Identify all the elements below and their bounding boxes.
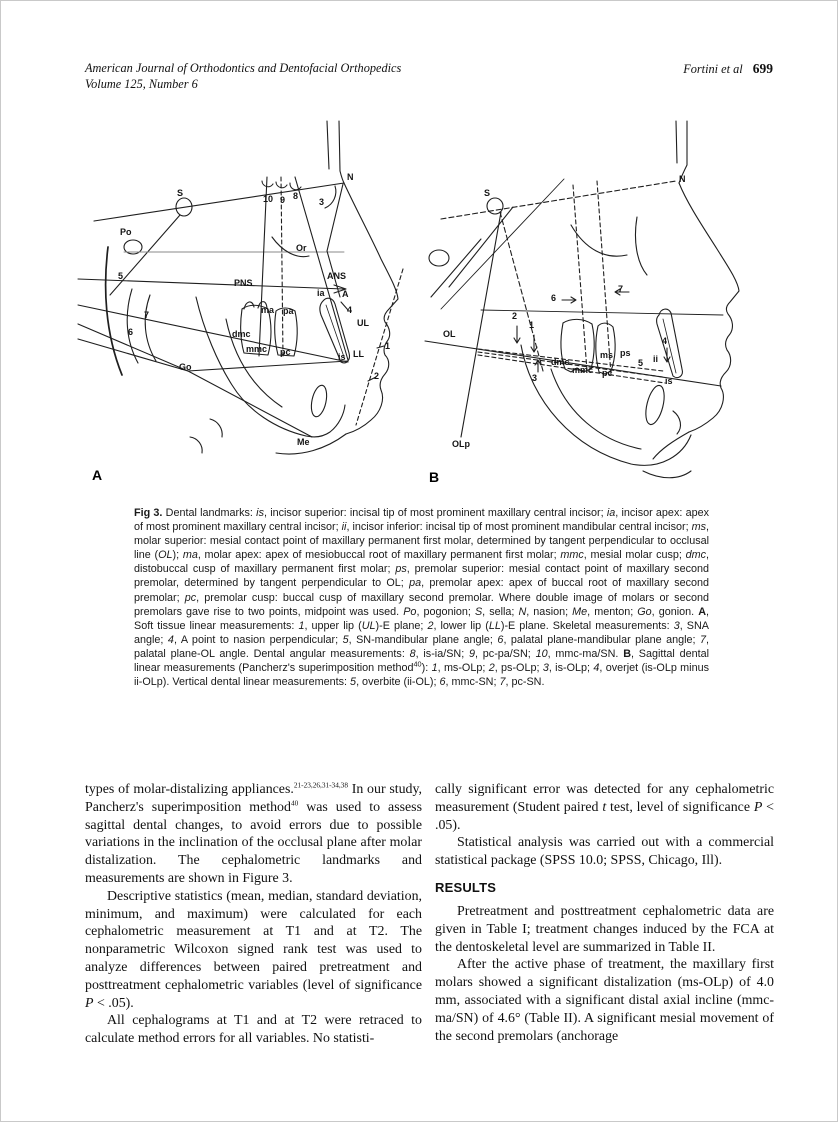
paragraph [85, 1012, 422, 1048]
landmark-label-ma: ma [261, 305, 275, 315]
text-segment: , pc-pa/SN; [475, 647, 536, 660]
text-segment: , incisor superior: incisal tip of most prominent maxillary central incisor; [263, 507, 607, 519]
text-segment: , ps-OLp; [494, 662, 543, 675]
text-segment: 6 [497, 633, 504, 646]
text-segment: In our study, Pancherz's superimposition method [85, 782, 422, 815]
landmark-label-go: Go [179, 362, 192, 372]
text-segment: ma [182, 549, 198, 562]
text-segment: 5 [342, 633, 349, 646]
paragraph [435, 781, 774, 834]
landmark-label-ms: ms [600, 350, 614, 360]
text-segment: Pretreatment and posttreatment cephalometric data are given in Table I; treatment changes induced by the FCA at the dentoskeletal level are summarized in Table II. [435, 903, 774, 955]
text-segment: 5 [350, 676, 357, 689]
landmark-label-ii: ii [653, 354, 659, 364]
landmark-label-4: 4 [662, 336, 668, 346]
text-segment: test, level of significance [606, 799, 754, 815]
text-segment: , overjet (is-OLp minus ii-OLp). Vertical dental linear measurements: [134, 662, 709, 689]
text-segment: , palatal plane-OL angle. Dental angular measurements: [134, 633, 710, 660]
text-segment: 2 [488, 662, 495, 675]
text-segment: , sella; [482, 605, 519, 618]
text-segment: , palatal plane-mandibular plane angle; [503, 633, 700, 646]
text-segment: , SNA angle; [134, 619, 710, 646]
landmark-label-2: 2 [512, 311, 518, 321]
landmark-label-7: 7 [144, 310, 150, 320]
text-segment: 40 [290, 798, 299, 808]
landmark-label-3: 3 [319, 197, 325, 207]
landmark-label-9: 9 [280, 195, 286, 205]
landmark-label-n: N [679, 174, 686, 184]
text-segment: mmc [560, 549, 584, 562]
text-segment: 7 [700, 633, 707, 646]
landmark-label-olp: OLp [452, 439, 470, 449]
text-segment: , is-OLp; [548, 662, 594, 675]
text-segment: P [753, 799, 763, 815]
text-segment: 10 [535, 647, 548, 660]
text-segment: OL [158, 549, 173, 562]
landmark-label-ul: UL [357, 318, 369, 328]
text-segment: , menton; [587, 605, 638, 618]
landmark-label-7: 7 [618, 284, 624, 294]
figure-3-panel-b [421, 119, 766, 493]
panel-a-letter: A [92, 467, 103, 483]
landmark-label-po: Po [120, 227, 132, 237]
text-segment: , premolar cusp: buccal cusp of maxillary second premolar. Where double image of molars or second premolars gave rise to two points, midpoint was used. [134, 591, 709, 618]
text-segment: After the active phase of treatment, the maxillary first molars showed a significant distalization (ms-OLp) of 4.0 mm, associated with a significant distal axial incline (mmc-ma/SN) of 4.6° (Table II). A significant mesial movement of the second premolars (anchorage [435, 957, 774, 1044]
text-segment: LL [488, 619, 501, 632]
text-segment: , gonion. [651, 605, 699, 618]
landmark-label-10: 10 [263, 194, 274, 204]
landmark-label-1: 1 [529, 320, 535, 330]
text-segment: , molar superior: mesial contact point of maxillary permanent first molar, determined by tangent perpendicular to occlusal line ( [134, 521, 709, 562]
landmark-label-pa: pa [283, 306, 294, 316]
landmark-label-pns: PNS [234, 278, 253, 288]
landmark-label-s: S [177, 188, 184, 198]
landmark-label-me: Me [297, 437, 310, 447]
text-segment: , mesial molar cusp; [583, 549, 686, 562]
figure-3 [76, 119, 768, 495]
cephalometric-tracing-a-drawing [76, 119, 411, 493]
text-segment: , molar apex: apex of mesiobuccal root of maxillary permanent first molar; [197, 549, 561, 562]
text-segment: , nasion; [526, 605, 573, 618]
text-segment: , incisor apex: apex of most prominent maxillary central incisor; [134, 507, 709, 534]
text-segment: pc [184, 591, 197, 604]
text-segment: , SN-mandibular plane angle; [348, 633, 498, 646]
paragraph [85, 888, 422, 1013]
text-segment: was used to assess sagittal dental changes, to avoid errors due to possible variations in the inclination of the occlusal plane after molar distalization. The cephalometric landmarks and measurements are shown in Figure 3. [85, 799, 422, 886]
landmark-label-dmc: dmc [232, 329, 251, 339]
text-segment: types of molar-distalizing appliances. [85, 782, 294, 797]
text-segment: , Sagittal dental linear measurements (Pancherz's superimposition method [134, 647, 710, 675]
landmark-label-4: 4 [347, 305, 353, 315]
section-heading-results: RESULTS [435, 879, 497, 895]
figure-3-caption [134, 506, 709, 689]
text-segment: , Soft tissue linear measurements: [134, 605, 709, 632]
text-segment: ps [395, 563, 407, 576]
landmark-label-is: is [665, 376, 673, 386]
text-segment: 2 [427, 619, 434, 632]
text-segment: B [623, 647, 631, 660]
text-segment: Statistical analysis was carried out with a commercial statistical package (SPSS 10.0; SPSS, Chicago, Ill). [435, 835, 774, 869]
text-segment: )-E plane. Skeletal measurements: [500, 619, 674, 632]
landmark-label-dmc: dmc [551, 357, 570, 367]
text-segment: 7 [499, 676, 506, 689]
text-segment: Dental landmarks: [162, 507, 257, 519]
paragraph [435, 956, 774, 1045]
text-segment: , distobuccal cusp of maxillary permanent first molar; [134, 549, 709, 576]
landmark-label-is: is [338, 352, 346, 362]
text-segment: All cephalograms at T1 and at T2 were retraced to calculate method errors for all variables. No statisti- [85, 1013, 422, 1047]
landmark-label-6: 6 [551, 293, 557, 303]
text-segment: 3 [673, 619, 680, 632]
journal-volume: Volume 125, Number 6 [85, 76, 198, 91]
text-segment: 1 [298, 619, 305, 632]
landmark-label-n: N [347, 172, 354, 182]
text-segment: is [256, 507, 264, 519]
text-segment: ia [606, 507, 616, 519]
landmark-label-or: Or [296, 243, 307, 253]
text-segment: 6 [439, 676, 446, 689]
text-segment: , pc-SN. [505, 676, 545, 689]
text-segment: cally significant error was detected for any cephalometric measurement (Student paired [435, 782, 774, 815]
text-segment: , pogonion; [416, 605, 475, 618]
text-segment: , overbite (ii-OL); [356, 676, 440, 689]
landmark-label-mmc: mmc [572, 365, 594, 375]
text-segment: 9 [469, 647, 476, 660]
landmark-label-ll: LL [353, 349, 364, 359]
landmark-label-ol: OL [443, 329, 456, 339]
text-segment: 4 [593, 662, 600, 675]
text-segment: UL [361, 619, 376, 632]
text-segment: 8 [409, 647, 416, 660]
text-segment: Fig 3. [134, 507, 163, 519]
text-segment: A [698, 605, 706, 618]
text-segment: 21-23,26,31-34,38 [293, 780, 348, 790]
body-column-left [85, 781, 422, 1048]
paragraph [85, 781, 422, 888]
text-segment: 40 [413, 659, 422, 669]
paragraph [435, 834, 774, 870]
text-segment: Go [637, 605, 652, 618]
text-segment: dmc [685, 549, 706, 562]
text-segment: , lower lip ( [433, 619, 489, 632]
text-segment: 4 [167, 633, 174, 646]
text-segment: N [518, 605, 527, 618]
text-segment: < .05). [93, 995, 134, 1011]
text-segment: , mmc-ma/SN. [547, 647, 624, 660]
landmark-label-s: S [484, 188, 491, 198]
text-segment: P [85, 995, 94, 1011]
landmark-label-5: 5 [118, 271, 124, 281]
text-segment: , is-ia/SN; [415, 647, 469, 660]
text-segment: , premolar apex: apex of buccal root of maxillary second premolar; [134, 577, 710, 604]
landmark-label-mmc: mmc [246, 344, 268, 354]
text-segment: S [474, 605, 483, 618]
landmark-label-5: 5 [638, 358, 644, 368]
text-segment: ms [691, 521, 706, 534]
running-head-journal [85, 61, 401, 92]
page-number: 699 [752, 61, 773, 76]
text-segment: ); [172, 549, 183, 562]
text-segment: Po [403, 605, 417, 618]
text-segment: )-E plane; [375, 619, 428, 632]
landmark-label-8: 8 [293, 191, 299, 201]
text-segment: 3 [542, 662, 549, 675]
citation-authors: Fortini et al [683, 62, 743, 76]
running-head-citation [683, 61, 773, 77]
landmark-label-ans: ANS [327, 271, 347, 281]
body-column-right [435, 781, 774, 1045]
landmark-label-ia: ia [317, 288, 325, 298]
landmark-label-ps: ps [620, 348, 631, 358]
journal-title: American Journal of Orthodontics and Dentofacial Orthopedics [85, 61, 402, 75]
text-segment: , premolar superior: mesial contact point of maxillary second premolar, determined by tangent perpendicular to OL; [134, 563, 709, 590]
landmark-label-pc: pc [602, 368, 613, 378]
landmark-label-pc: pc [280, 347, 291, 357]
text-segment: Descriptive statistics (mean, median, standard deviation, minimum, and maximum) were calculated for each cephalometric measurement at T1 and at T2. The nonparametric Wilcoxon signed rank test was used to analyze differences between paired pretreatment and posttreatment cephalometric variables (level of significance [85, 888, 422, 993]
landmark-label-3: 3 [532, 373, 538, 383]
cephalometric-tracing-b-drawing [421, 119, 766, 493]
landmark-label-a: A [342, 289, 349, 299]
text-segment: pa [409, 577, 422, 590]
text-segment: , mmc-SN; [445, 676, 500, 689]
text-segment: ii [341, 521, 347, 534]
text-segment: Me [572, 605, 588, 618]
text-segment: t [602, 799, 607, 815]
text-segment: 1 [431, 662, 438, 675]
text-segment: , A point to nasion perpendicular; [173, 633, 343, 646]
text-segment: , ms-OLp; [437, 662, 489, 675]
text-segment: ): [421, 662, 432, 675]
landmark-label-6: 6 [128, 327, 134, 337]
text-segment: , upper lip ( [304, 619, 362, 632]
panel-b-letter: B [429, 469, 440, 485]
text-segment: , incisor inferior: incisal tip of most prominent mandibular central incisor; [346, 521, 692, 534]
paragraph [435, 903, 774, 956]
landmark-label-1: 1 [385, 341, 391, 351]
figure-3-panel-a [76, 119, 411, 493]
text-segment: < .05). [435, 799, 774, 833]
landmark-label-2: 2 [374, 371, 380, 381]
